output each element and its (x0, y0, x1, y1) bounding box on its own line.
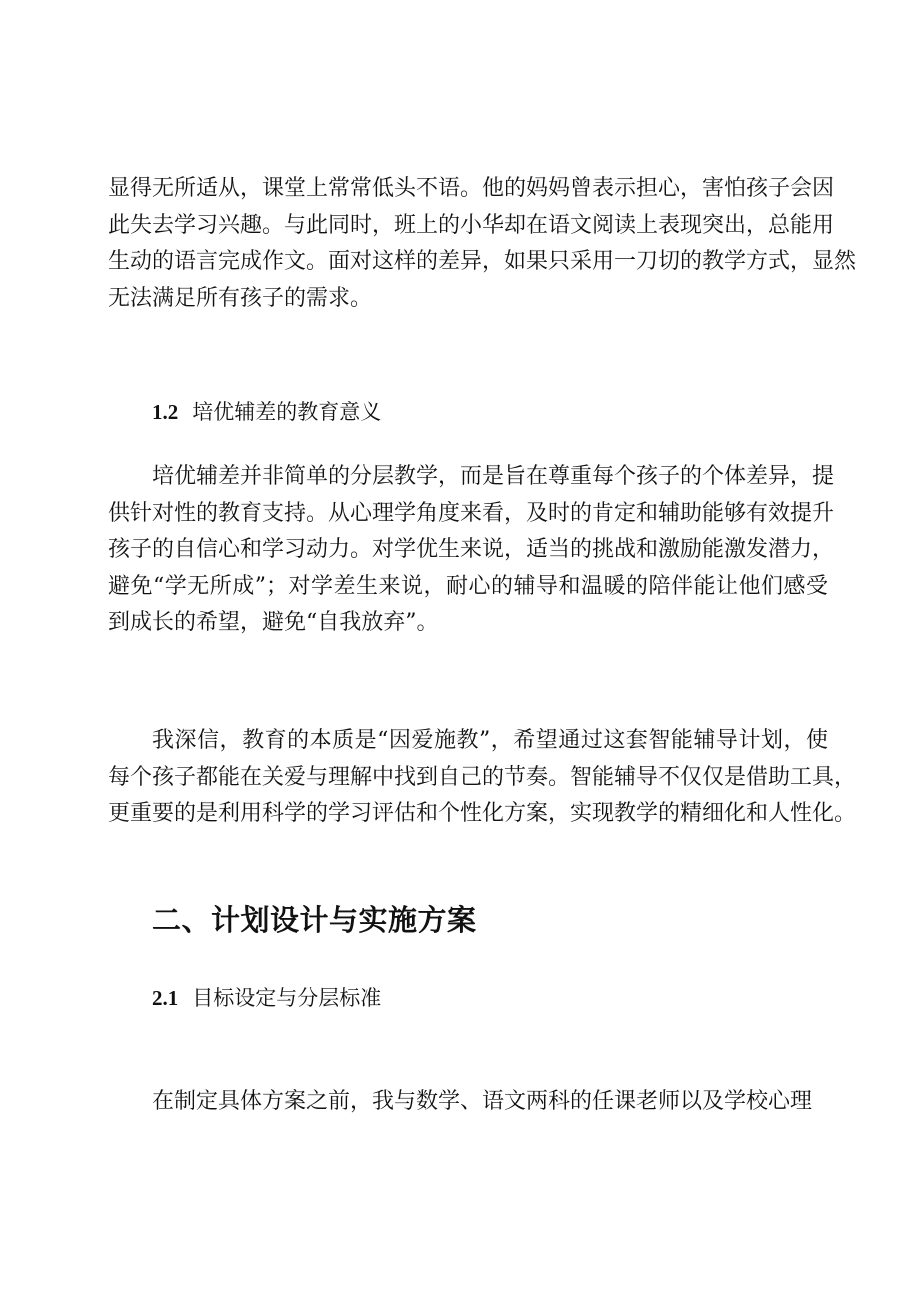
paragraph-line: 到成长的希望，避免“自我放弃”。 (108, 610, 439, 635)
chapter-heading-2: 二、计划设计与实施方案 (152, 903, 477, 937)
paragraph-line: 培优辅差并非简单的分层教学，而是旨在尊重每个孩子的个体差异，提 (152, 464, 835, 489)
paragraph-line: 在制定具体方案之前，我与数学、语文两科的任课老师以及学校心理 (152, 1089, 813, 1114)
paragraph-line: 此失去学习兴趣。与此同时，班上的小华却在语文阅读上表现突出，总能用 (108, 212, 835, 238)
paragraph-meaning (108, 459, 835, 642)
paragraph-line: 每个孩子都能在关爱与理解中找到自己的节奏。智能辅导不仅仅是借助工具， (108, 764, 857, 790)
paragraph-intro (108, 171, 857, 317)
section-number: 1.2 (152, 400, 179, 424)
paragraph-line: 更重要的是利用科学的学习评估和个性化方案，实现教学的精细化和人性化。 (108, 801, 857, 826)
paragraph-line: 无法满足所有孩子的需求。 (108, 285, 373, 311)
paragraph-belief (108, 723, 857, 833)
section-title: 目标设定与分层标准 (192, 986, 382, 1010)
section-number: 2.1 (152, 986, 179, 1010)
paragraph-line: 我深信，教育的本质是“因爱施教”，希望通过这套智能辅导计划，使 (152, 728, 828, 753)
paragraph-line: 供针对性的教育支持。从心理学角度来看，及时的肯定和辅助能够有效提升 (108, 500, 835, 526)
paragraph-line: 生动的语言完成作文。面对这样的差异，如果只采用一刀切的教学方式，显然 (108, 249, 857, 274)
paragraph-line: 孩子的自信心和学习动力。对学优生来说，适当的挑战和激励能激发潜力， (108, 537, 835, 562)
section-heading-2-1 (152, 983, 381, 1013)
section-heading-1-2 (152, 397, 381, 427)
paragraph-plan (152, 1084, 832, 1121)
section-title: 培优辅差的教育意义 (192, 400, 382, 424)
paragraph-line: 显得无所适从，课堂上常常低头不语。他的妈妈曾表示担心，害怕孩子会因 (108, 176, 835, 201)
paragraph-line: 避免“学无所成”；对学差生来说，耐心的辅导和温暖的陪伴能让他们感受 (108, 573, 828, 599)
